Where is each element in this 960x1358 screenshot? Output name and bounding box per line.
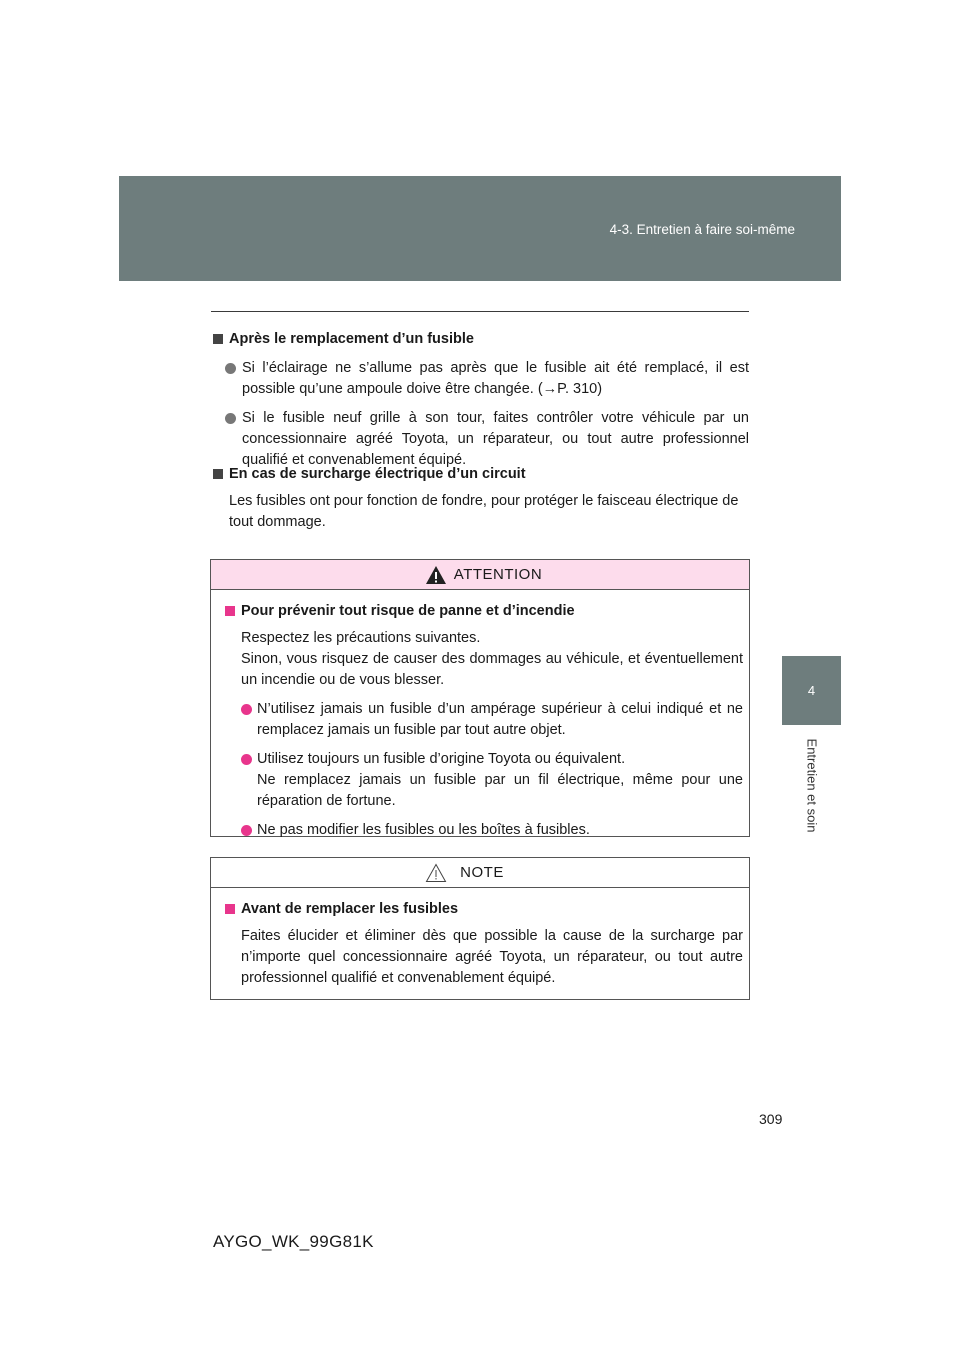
warning-title: Pour prévenir tout risque de panne et d’incendie [225,601,743,622]
notice-box-header [211,858,749,888]
list-item: Si l’éclairage ne s’allume pas après que le fusible ait été remplacé, il est possible qu’une ampoule doive être changée. (→P. 310) [213,358,749,400]
circle-bullet-icon [241,825,252,836]
warning-box [210,559,750,837]
circle-bullet-icon [241,704,252,715]
square-bullet-icon [213,469,223,479]
notice-title: Avant de remplacer les fusibles [225,899,743,920]
circle-bullet-icon [225,363,236,374]
chapter-tab-number: 4 [782,656,841,725]
square-bullet-icon [213,334,223,344]
section-title: 4-3. Entretien à faire soi-même [609,222,795,237]
list-item: Si le fusible neuf grille à son tour, faites contrôler votre véhicule par un concessionnaire agréé Toyota, un réparateur, ou tout autre professionnel qualifié et convenablement équipé. [213,408,749,471]
warning-intro-1: Respectez les précautions suivantes. [241,630,481,646]
top-divider [211,311,749,312]
list-item: Ne pas modifier les fusibles ou les boîtes à fusibles. [225,820,743,841]
notice-box [210,857,750,1000]
header-band [119,176,841,281]
square-bullet-icon [225,606,235,616]
notice-label: NOTE [460,864,504,881]
chapter-label-text: Entretien et soin [804,738,820,832]
warning-box-header [211,560,749,590]
section-text: Les fusibles ont pour fonction de fondre, pour protéger le faisceau électrique de tout dommage. [229,493,739,530]
circle-bullet-icon [225,413,236,424]
list-item: Utilisez toujours un fusible d’origine Toyota ou équivalent. Ne remplacez jamais un fusible par un fil électrique, même pour une réparation de fortune. [225,749,743,812]
section-overload [213,464,749,533]
notice-box-body [211,888,749,1003]
section-after-replacement [213,329,749,471]
document-code: AYGO_WK_99G81K [213,1232,374,1251]
list-item: N’utilisez jamais un fusible d’un ampérage supérieur à celui indiqué et ne remplacez jamais un fusible par tout autre objet. [225,699,743,741]
warning-label: ATTENTION [453,566,543,583]
section-heading: Après le remplacement d’un fusible [213,329,749,350]
warning-box-body [211,590,749,855]
warning-triangle-icon [425,565,447,585]
notice-text: Faites élucider et éliminer dès que possible la cause de la surcharge par n’importe quel concessionnaire agréé Toyota, un réparateur, ou tout autre professionnel qualifié et convenablement équipé. [241,928,743,986]
square-bullet-icon [225,904,235,914]
section-heading: En cas de surcharge électrique d’un circuit [213,464,749,485]
circle-bullet-icon [241,754,252,765]
caution-triangle-icon [425,863,447,883]
page-number: 309 [759,1111,783,1127]
warning-intro-2: Sinon, vous risquez de causer des dommages au véhicule, et éventuellement un incendie ou de vous blesser. [241,651,743,688]
chapter-tab-label [782,730,841,840]
